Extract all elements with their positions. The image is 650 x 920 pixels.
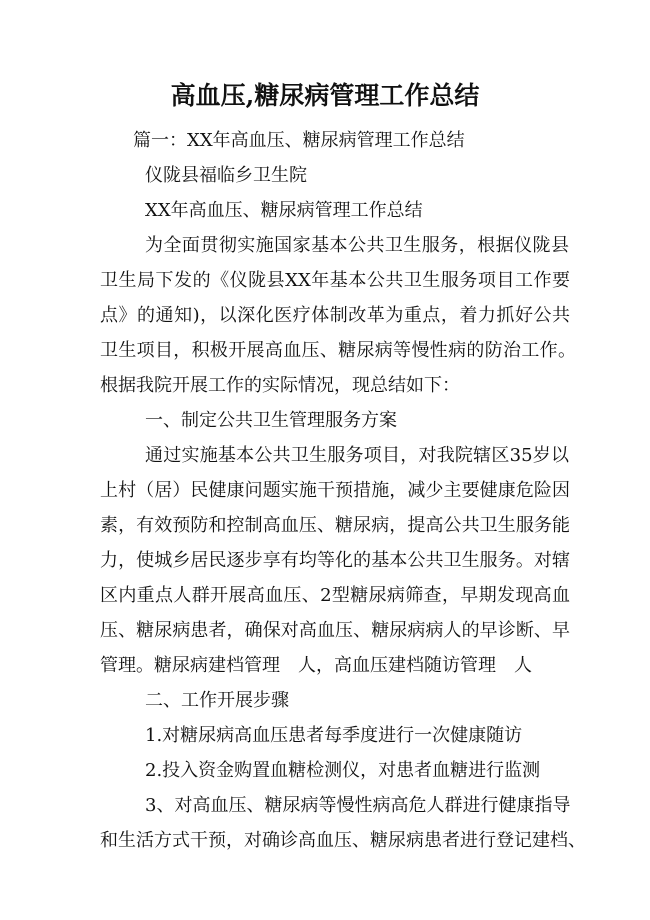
paragraph-line: 为全面贯彻实施国家基本公共卫生服务，根据仪陇县	[145, 235, 569, 256]
paragraph-line: 力，使城乡居民逐步享有均等化的基本公共卫生服务。对辖	[100, 550, 570, 571]
heading-line: XX年高血压、糖尿病管理工作总结	[145, 200, 423, 221]
document-title: 高血压,糖尿病管理工作总结	[170, 81, 480, 110]
paragraph-line: 管理。糖尿病建档管理 人，高血压建档随访管理 人	[100, 655, 532, 676]
list-item: 2.投入资金购置血糖检测仪，对患者血糖进行监测	[145, 760, 541, 781]
paragraph-line: 上村（居）民健康问题实施干预措施，减少主要健康危险因	[100, 480, 570, 501]
section-heading: 二、工作开展步骤	[145, 690, 289, 711]
paragraph-line: 区内重点人群开展高血压、2型糖尿病筛查，早期发现高血	[100, 585, 570, 606]
list-item: 3、对高血压、糖尿病等慢性病高危人群进行健康指导	[145, 795, 571, 816]
paragraph-line: 根据我院开展工作的实际情况，现总结如下：	[100, 375, 460, 396]
paragraph-line: 点》的通知)，以深化医疗体制改革为重点，着力抓好公共	[100, 305, 570, 326]
paragraph-line: 通过实施基本公共卫生服务项目，对我院辖区35岁以	[145, 445, 569, 466]
paragraph-line: 素，有效预防和控制高血压、糖尿病，提高公共卫生服务能	[100, 515, 570, 536]
org-line: 仪陇县福临乡卫生院	[145, 165, 307, 186]
paragraph-line: 和生活方式干预，对确诊高血压、糖尿病患者进行登记建档、	[100, 830, 586, 851]
list-item: 1.对糖尿病高血压患者每季度进行一次健康随访	[145, 725, 523, 746]
paragraph-line: 卫生局下发的《仪陇县XX年基本公共卫生服务项目工作要	[100, 270, 570, 291]
paragraph-line: 压、糖尿病患者，确保对高血压、糖尿病病人的早诊断、早	[100, 620, 570, 641]
paragraph-line: 卫生项目，积极开展高血压、糖尿病等慢性病的防治工作。	[100, 340, 576, 361]
section-heading: 一、制定公共卫生管理服务方案	[145, 410, 397, 431]
subtitle-line: 篇一：XX年高血压、糖尿病管理工作总结	[133, 130, 465, 151]
